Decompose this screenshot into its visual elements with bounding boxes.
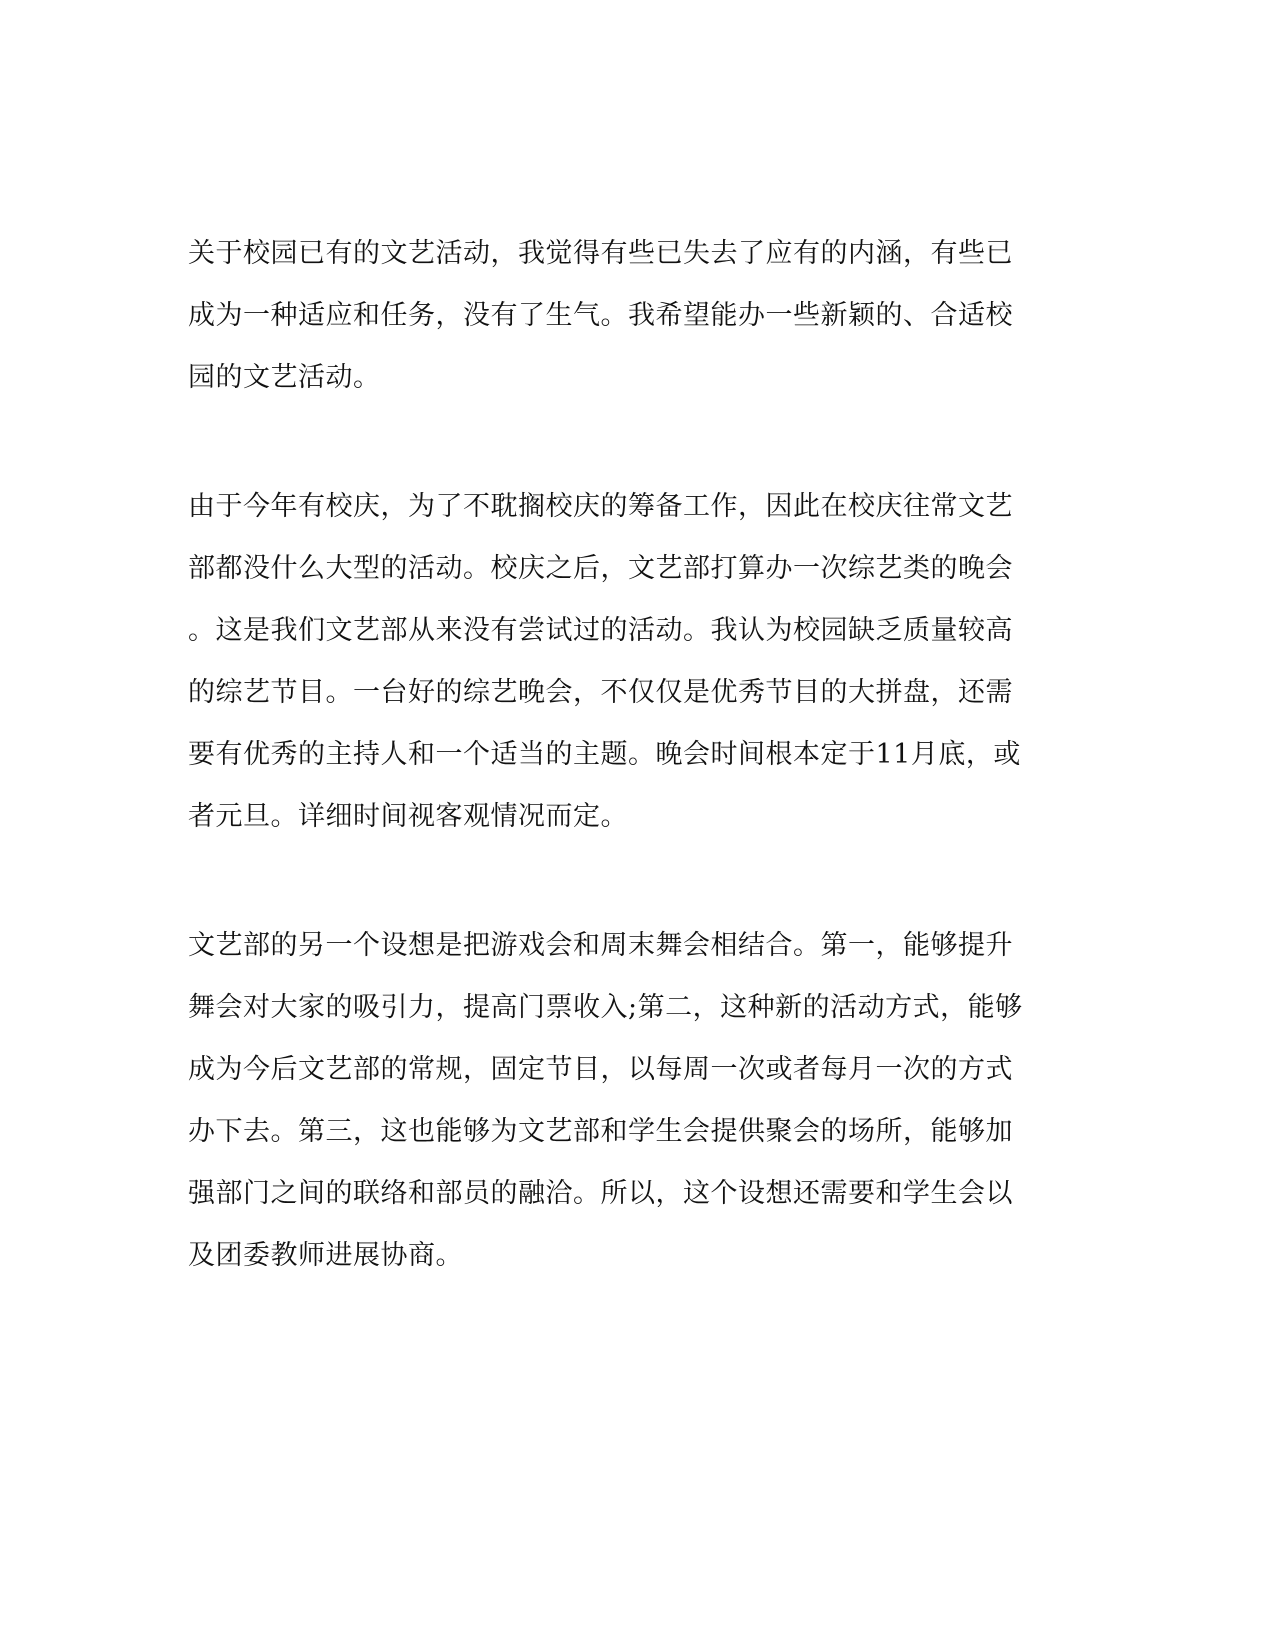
paragraph-line: 园的文艺活动。 <box>188 362 381 393</box>
paragraph-line: 强部门之间的联络和部员的融洽。所以，这个设想还需要和学生会以 <box>188 1178 1013 1209</box>
paragraph-line: 及团委教师进展协商。 <box>188 1240 463 1271</box>
paragraph-line: 关于校园已有的文艺活动，我觉得有些已失去了应有的内涵，有些已 <box>188 238 1013 269</box>
paragraph-line: 成为今后文艺部的常规，固定节目，以每周一次或者每月一次的方式 <box>188 1054 1013 1085</box>
paragraph-line: 由于今年有校庆，为了不耽搁校庆的筹备工作，因此在校庆往常文艺 <box>188 491 1013 522</box>
paragraph-line: 文艺部的另一个设想是把游戏会和周末舞会相结合。第一，能够提升 <box>188 930 1013 961</box>
paragraph-line: 成为一种适应和任务，没有了生气。我希望能办一些新颖的、合适校 <box>188 300 1013 331</box>
paragraph-line: 要有优秀的主持人和一个适当的主题。晚会时间根本定于11月底，或 <box>188 739 1021 770</box>
paragraph-line: 部都没什么大型的活动。校庆之后，文艺部打算办一次综艺类的晚会 <box>188 553 1013 584</box>
paragraph-line: 。这是我们文艺部从来没有尝试过的活动。我认为校园缺乏质量较高 <box>188 615 1013 646</box>
paragraph-line: 办下去。第三，这也能够为文艺部和学生会提供聚会的场所，能够加 <box>188 1116 1013 1147</box>
paragraph-line: 的综艺节目。一台好的综艺晚会，不仅仅是优秀节目的大拼盘，还需 <box>188 677 1013 708</box>
paragraph-line: 者元旦。详细时间视客观情况而定。 <box>188 801 628 832</box>
paragraph-line: 舞会对大家的吸引力，提高门票收入;第二，这种新的活动方式，能够 <box>188 992 1023 1023</box>
